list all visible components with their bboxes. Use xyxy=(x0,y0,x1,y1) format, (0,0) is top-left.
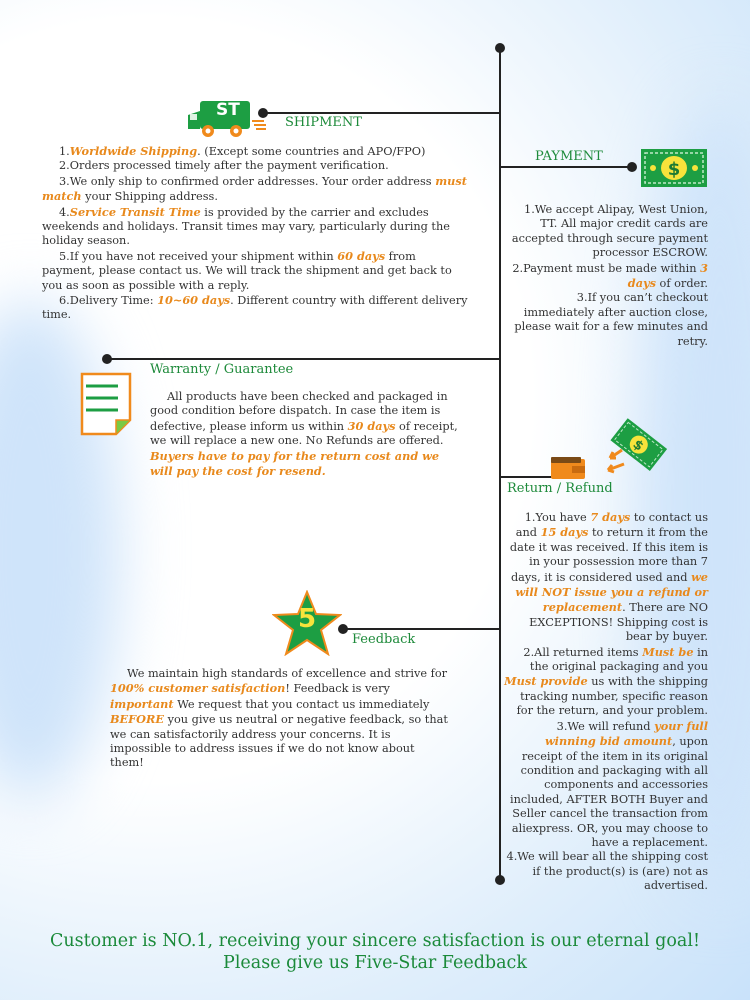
warranty-connector-dot xyxy=(102,354,112,364)
highlight: Worldwide Shipping xyxy=(69,144,198,158)
truck-label: ST xyxy=(216,100,240,120)
payment-text: 1.We accept Alipay, West Union, TT. All major credit cards are accepted through secure payment processor ESCROW. 2.Payment must be made within 3 days of order. 3.If you can’t checkout immediately after auction close, please wait for a few minutes and retry. xyxy=(511,203,708,348)
arrow-icon xyxy=(590,448,630,478)
return-title: Return / Refund xyxy=(507,481,613,496)
return-text: 1.You have 7 days to contact us and 15 days to return it from the date it was received. If this item is in your possession more than 7 days, it is considered used and we will NOT issue you a refund or replacement. There are NO EXCEPTIONS! Shipping cost is bear by buyer. 2.All returned items Must be in the original packaging and you Must provide us with the shipping tracking number, specific reason for the return, and your problem. 3.We will refund your full winning bid amount, upon receipt of the item in its original condition and packaging with all components and accessories included, AFTER BOTH Buyer and Seller cancel the transaction from aliexpress. OR, you may choose to have a replacement. 4.We will bear all the shipping cost if the product(s) is (are) not as advertised. xyxy=(504,510,708,893)
highlight: must match xyxy=(42,173,467,204)
star-number: 5 xyxy=(297,604,317,634)
highlight: Must provide xyxy=(504,674,588,689)
highlight: important xyxy=(110,696,174,711)
payment-connector xyxy=(500,166,634,168)
warranty-title: Warranty / Guarantee xyxy=(150,362,294,377)
svg-text:$: $ xyxy=(629,437,647,455)
feedback-title: Feedback xyxy=(352,632,416,647)
feedback-connector xyxy=(342,628,500,630)
feedback-text: We maintain high standards of excellence and strive for 100% customer satisfaction! Feedback is very important We request that you contact us immediately BEFORE you give us neutral or negative feedback, so that we can satisfactorily address your concerns. It is impossible to address issues if we do not know about them! xyxy=(110,667,448,770)
highlight: your full winning bid amount xyxy=(544,718,708,749)
shipment-connector xyxy=(262,112,500,114)
footer-line-2: Please give us Five-Star Feedback xyxy=(223,953,527,973)
payment-connector-dot xyxy=(627,162,637,172)
highlight: we will NOT issue you a refund or replacement xyxy=(515,569,708,615)
warranty-connector xyxy=(106,358,500,360)
shipment-text: 1.Worldwide Shipping. (Except some countries and APO/FPO) 2.Orders processed timely after the payment verification. 3.We only ship to confirmed order addresses. Your order address must match your Shipping address. 4.Service Transit Time is provided by the carrier and excludes weekends and holidays. Transit times may vary, particularly during the holiday season. 5.If you have not received your shipment within 60 days from payment, please contact us. We will track the shipment and get back to you as soon as possible with a reply. 6.Delivery Time: 10~60 days. Different country with different delivery time. xyxy=(42,144,468,322)
highlight: 10~60 days xyxy=(157,293,231,308)
highlight: 30 days xyxy=(347,418,396,433)
dollar-bill-icon xyxy=(640,148,708,188)
shipment-title: SHIPMENT xyxy=(285,115,362,130)
highlight: Must be xyxy=(642,644,694,659)
highlight: 100% customer satisfaction xyxy=(110,681,286,696)
highlight: BEFORE xyxy=(110,712,165,727)
wallet-icon xyxy=(550,456,586,480)
timeline-vertical-line xyxy=(499,48,501,880)
highlight: 7 days xyxy=(590,510,631,524)
svg-text:$: $ xyxy=(667,159,681,180)
timeline-top-dot xyxy=(495,43,505,53)
truck-icon xyxy=(186,97,266,141)
highlight: Buyers have to pay for the return cost and we will pay the cost for resend. xyxy=(150,448,440,479)
highlight: 60 days xyxy=(337,248,386,263)
footer-line-1: Customer is NO.1, receiving your sincere satisfaction is our eternal goal! xyxy=(50,931,700,951)
highlight: 15 days xyxy=(540,525,589,540)
highlight: Service Transit Time xyxy=(69,204,201,219)
document-icon xyxy=(80,372,132,436)
warranty-text: All products have been checked and packaged in good condition before dispatch. In case the item is defective, please inform us within 30 days of receipt, we will replace a new one. No Refunds are offered. Buyers have to pay for the return cost and we will pay the cost for resend. xyxy=(150,390,458,479)
star-icon xyxy=(272,590,342,656)
payment-title: PAYMENT xyxy=(535,149,603,164)
highlight: 3 days xyxy=(627,260,708,291)
